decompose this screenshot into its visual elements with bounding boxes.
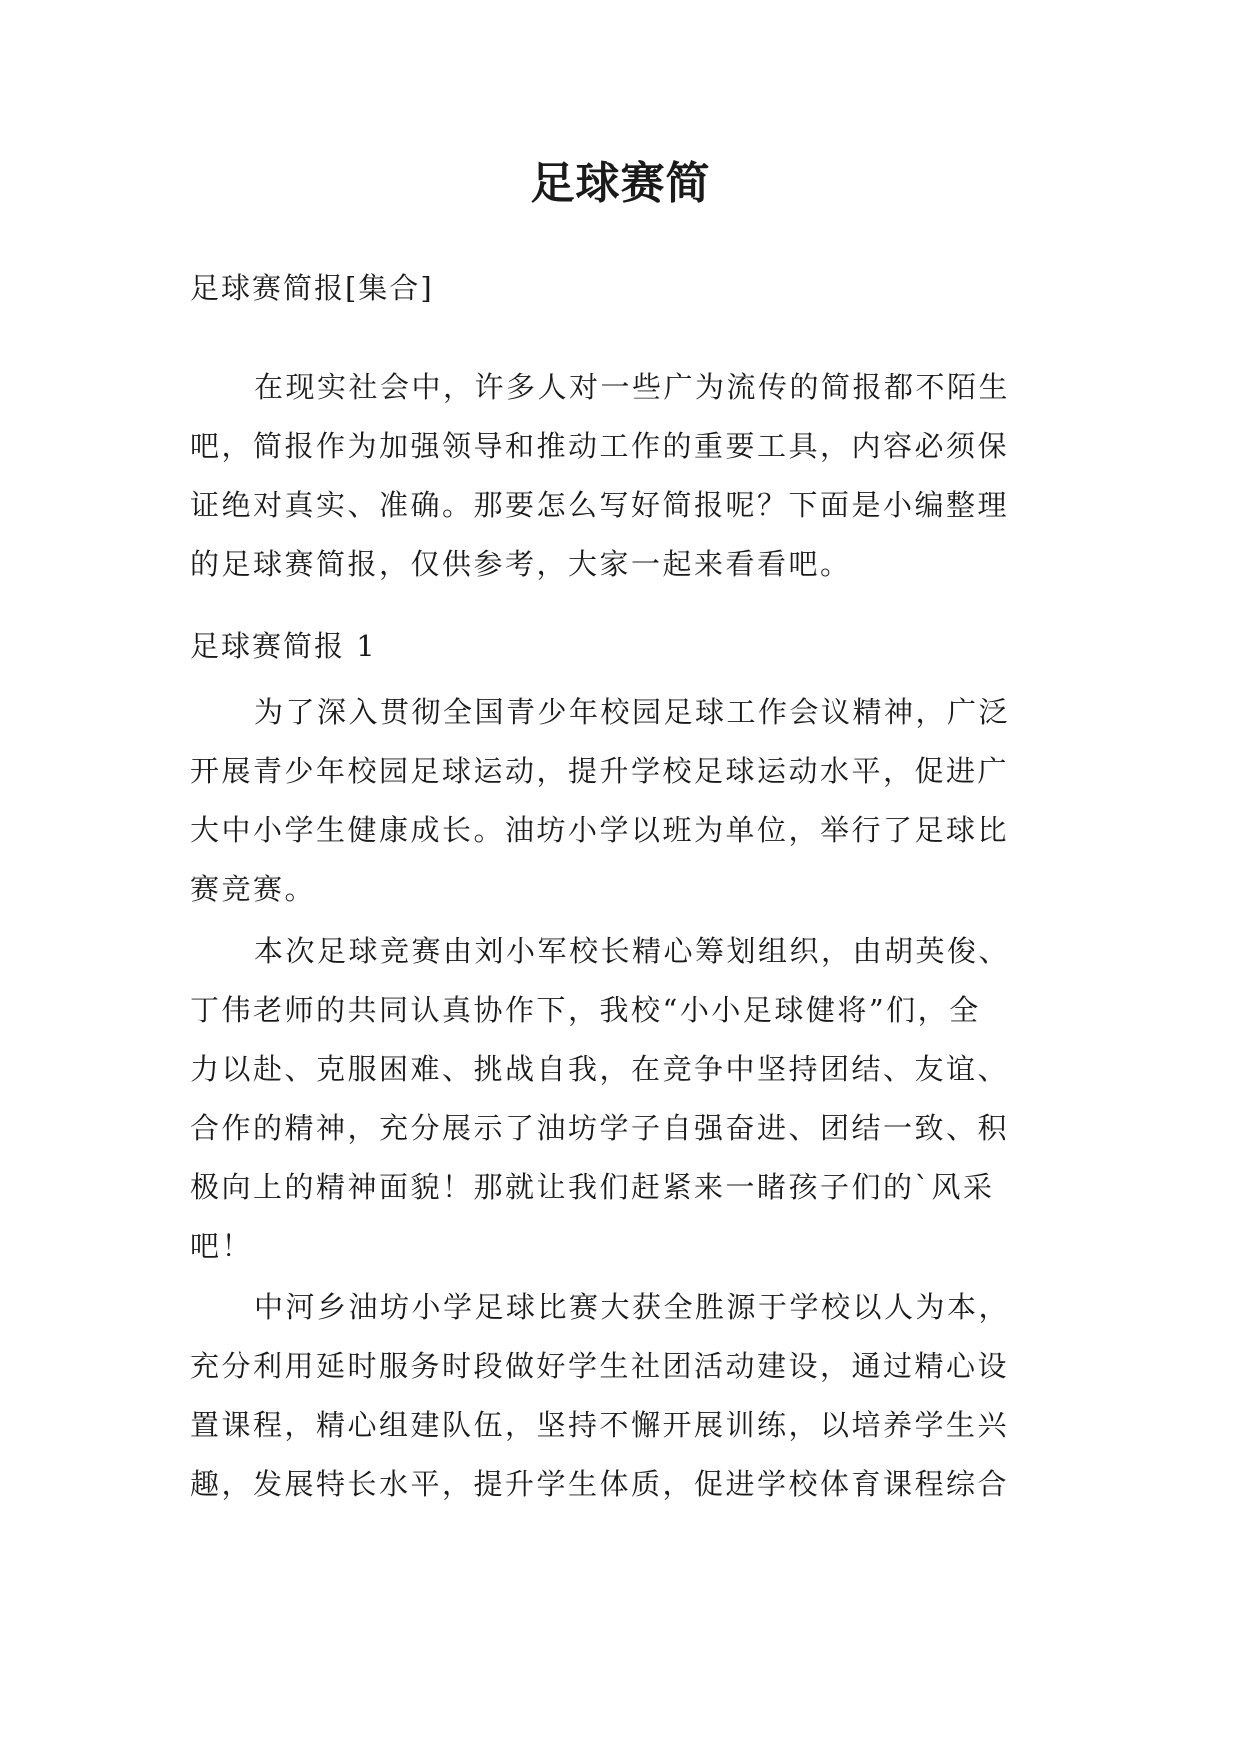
paragraph-line: 为了深入贯彻全国青少年校园足球工作会议精神，广泛: [254, 695, 1011, 729]
paragraph-line: 开展青少年校园足球运动，提升学校足球运动水平，促进广: [190, 754, 1010, 788]
paragraph-line: 力以赴、克服困难、挑战自我，在竞争中坚持团结、友谊、: [190, 1052, 1010, 1086]
intro-line: 证绝对真实、准确。那要怎么写好简报呢？下面是小编整理: [190, 488, 1010, 522]
paragraph-line: 本次足球竞赛由刘小军校长精心筹划组织，由胡英俊、: [254, 934, 1011, 968]
intro-line: 吧，简报作为加强领导和推动工作的重要工具，内容必须保: [190, 429, 1010, 463]
intro-paragraph: [190, 358, 1054, 594]
paragraph-line: 合作的精神，充分展示了油坊学子自强奋进、团结一致、积: [190, 1111, 1010, 1145]
paragraph-line: 丁伟老师的共同认真协作下，我校“小小足球健将”们，全: [190, 993, 981, 1027]
paragraph-line: 趣，发展特长水平，提升学生体质，促进学校体育课程综合: [190, 1467, 1010, 1501]
section-heading: 足球赛简报 1: [190, 629, 377, 663]
intro-line: 的足球赛简报，仅供参考，大家一起来看看吧。: [190, 547, 852, 581]
document-subtitle: 足球赛简报[集合]: [190, 271, 434, 305]
paragraph-line: 置课程，精心组建队伍，坚持不懈开展训练，以培养学生兴: [190, 1408, 1010, 1442]
paragraph-line: 极向上的精神面貌！那就让我们赶紧来一睹孩子们的`风采: [190, 1170, 995, 1204]
paragraph-line: 中河乡油坊小学足球比赛大获全胜源于学校以人为本，: [254, 1290, 1011, 1324]
document-title: 足球赛简: [530, 158, 711, 209]
paragraph-1: [190, 683, 1054, 919]
paragraph-line: 赛竞赛。: [190, 872, 317, 906]
paragraph-line: 吧！: [190, 1229, 254, 1263]
paragraph-line: 大中小学生健康成长。油坊小学以班为单位，举行了足球比: [190, 813, 1010, 847]
paragraph-line: 充分利用延时服务时段做好学生社团活动建设，通过精心设: [190, 1349, 1010, 1383]
paragraph-3: [190, 1278, 1054, 1514]
paragraph-2: [190, 922, 1054, 1276]
intro-line: 在现实社会中，许多人对一些广为流传的简报都不陌生: [254, 370, 1011, 404]
